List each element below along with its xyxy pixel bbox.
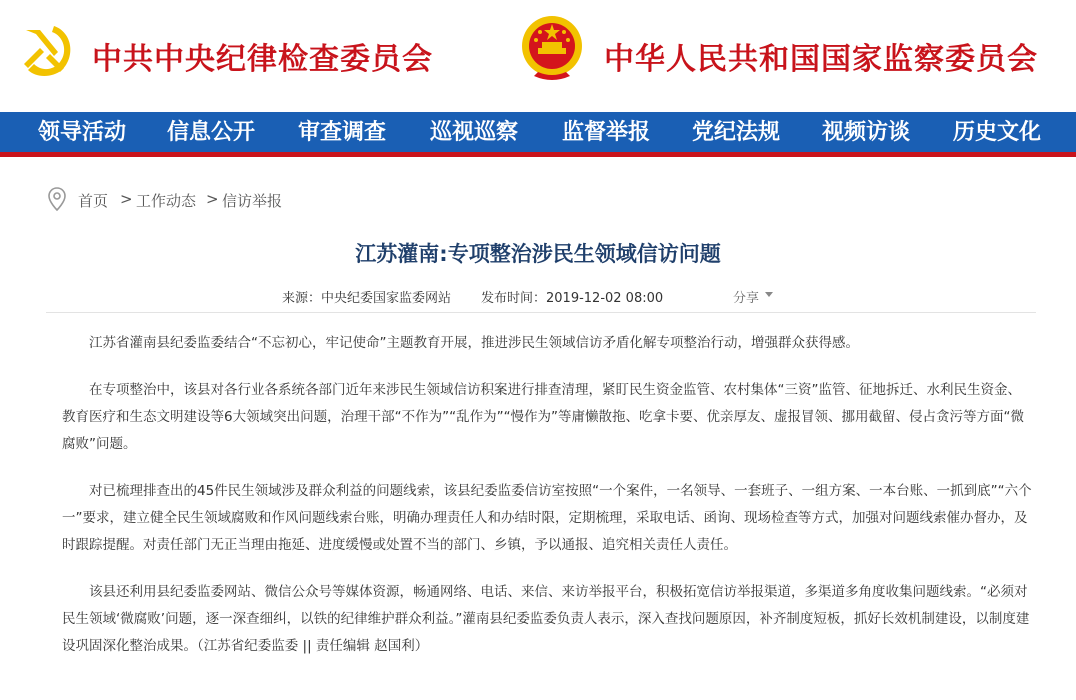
breadcrumb-petition[interactable]: 信访举报 [222, 192, 283, 210]
breadcrumb-separator: > [120, 190, 133, 208]
paragraph: 该县还利用县纪委监委网站、微信公众号等媒体资源，畅通网络、电话、来信、来访举报平台，积极拓宽信访举报渠道，多渠道多角度收集问题线索。“必须对民生领域‘微腐败’问题，逐一深查细纠，以铁的纪律维护群众利益。”灌南县纪委监委负责人表示，深入查找问题原因，补齐制度短板，抓好长效机制建设，以制度建设巩固深化整治成果。（江苏省纪委监委 || 责任编辑 赵国利） [62, 584, 1030, 654]
nav-item-inspection[interactable]: 巡视巡察 [430, 119, 519, 145]
nav-red-stripe [0, 152, 1076, 157]
nav-item-leadership[interactable]: 领导活动 [38, 119, 127, 145]
article-title: 江苏灌南:专项整治涉民生领域信访问题 [355, 242, 721, 266]
chevron-down-icon[interactable] [765, 292, 773, 297]
party-emblem-icon[interactable] [14, 18, 78, 82]
org-title-ccdi[interactable]: 中共中央纪律检查委员会 [92, 42, 433, 77]
org-title-nsc[interactable]: 中华人民共和国国家监察委员会 [604, 42, 1038, 77]
nav-item-disclosure[interactable]: 信息公开 [167, 119, 256, 145]
main-nav [0, 112, 1076, 152]
article-meta [0, 287, 1076, 307]
paragraph: 江苏省灌南县纪委监委结合“不忘初心，牢记使命”主题教育开展，推进涉民生领域信访矛盾化解专项整治行动，增强群众获得感。 [89, 335, 859, 351]
nav-item-report[interactable]: 监督举报 [562, 119, 651, 145]
paragraph: 在专项整治中，该县对各行业各系统各部门近年来涉民生领域信访积案进行排查清理，紧盯民生资金监管、农村集体“三资”监管、征地拆迁、水利民生资金、教育医疗和生态文明建设等6大领域突出问题，治理干部“不作为”“乱作为”“慢作为”等庸懒散拖、吃拿卡要、优亲厚友、虚报冒领、挪用截留、侵占贪污等方面“微腐败”问题。 [62, 382, 1025, 452]
location-pin-icon [46, 186, 68, 212]
article-body [62, 330, 1032, 680]
nav-item-investigation[interactable]: 审查调查 [298, 119, 387, 145]
share-button[interactable]: 分享 [733, 291, 760, 306]
paragraph: 对已梳理排查出的45件民生领域涉及群众利益的问题线索，该县纪委监委信访室按照“一个案件，一名领导、一套班子、一组方案、一本台账、一抓到底”“六个一”要求，建立健全民生领域腐败和作风问题线索台账，明确办理责任人和办结时限，定期梳理，采取电话、函询、现场检查等方式，加强对问题线索催办督办，及时跟踪提醒。对责任部门无正当理由拖延、进度缓慢或处置不当的部门、乡镇，予以通报、追究相关责任人责任。 [62, 483, 1032, 553]
breadcrumb-home[interactable]: 首页 [78, 192, 109, 210]
site-header [0, 0, 1076, 112]
breadcrumb-work-news[interactable]: 工作动态 [136, 192, 197, 210]
national-emblem-icon[interactable] [520, 12, 584, 86]
article-source: 来源：中央纪委国家监委网站 [282, 291, 452, 306]
article-publish-time: 发布时间：2019-12-02 08:00 [481, 291, 664, 306]
nav-item-history[interactable]: 历史文化 [953, 119, 1042, 145]
nav-item-regulations[interactable]: 党纪法规 [692, 119, 781, 145]
divider [46, 312, 1036, 313]
nav-item-video[interactable]: 视频访谈 [822, 119, 911, 145]
breadcrumb-separator: > [206, 190, 219, 208]
